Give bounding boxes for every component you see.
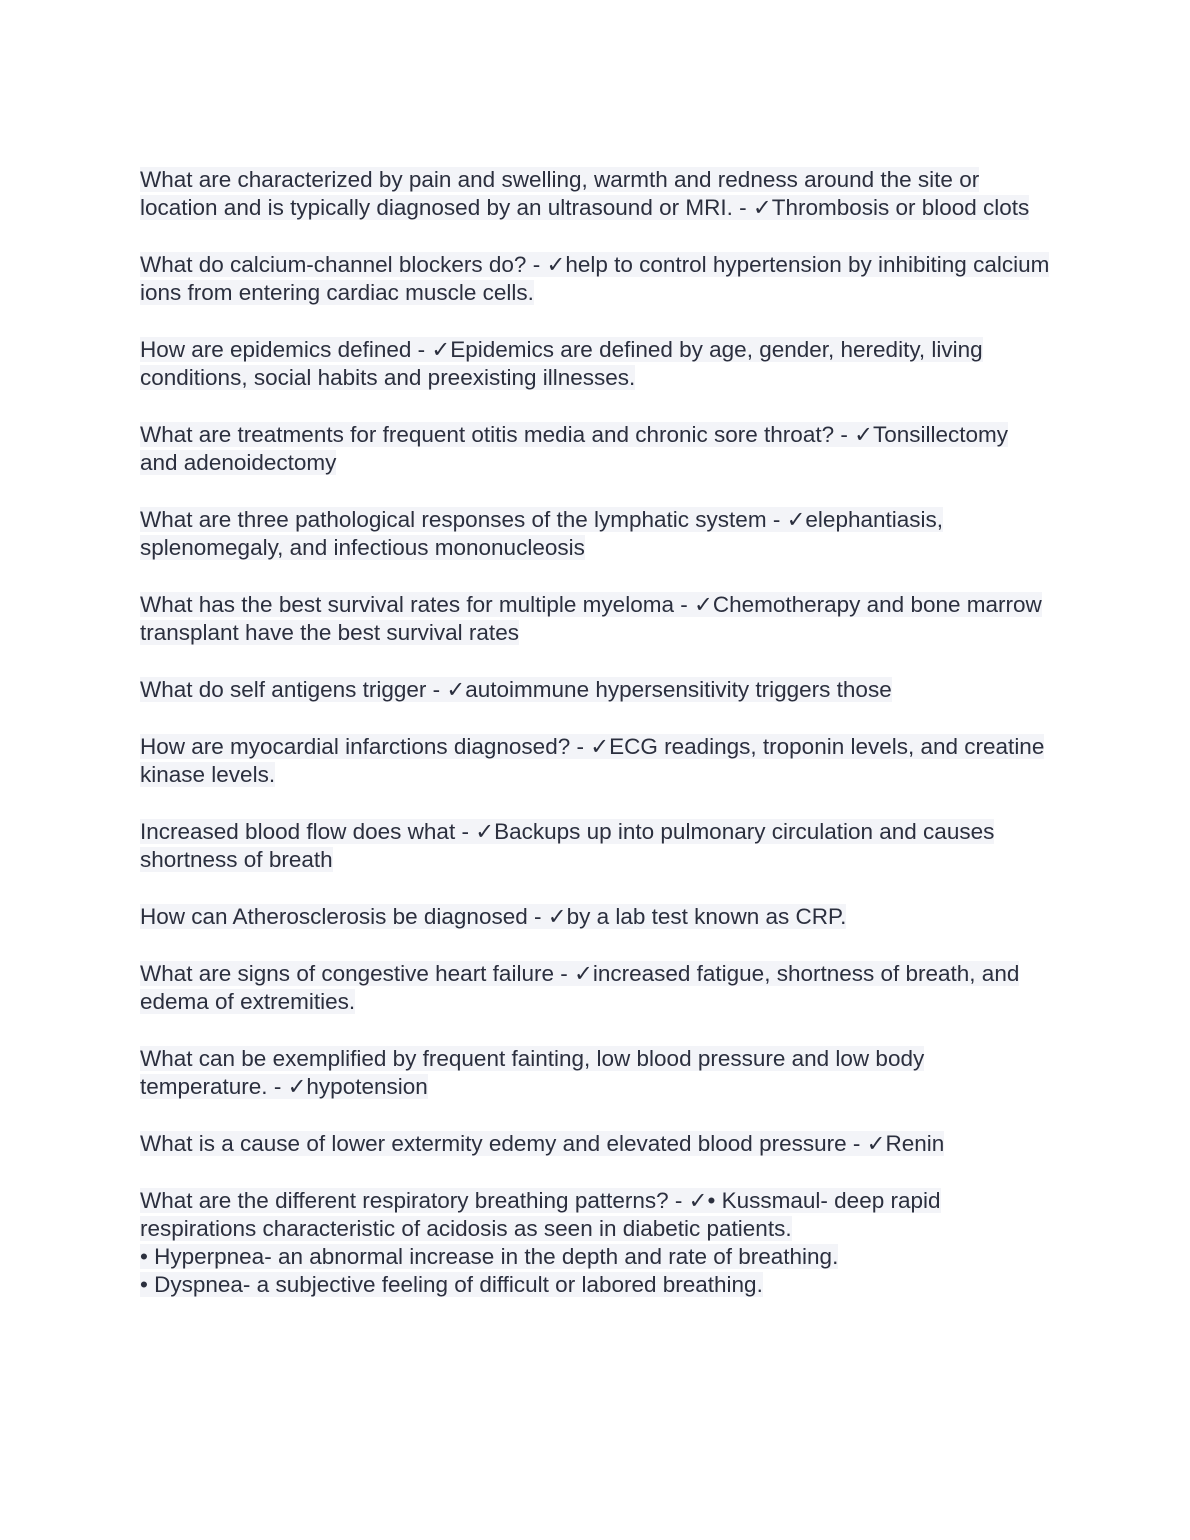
check-icon: ✓ bbox=[546, 252, 566, 277]
question-text: What is a cause of lower extermity edemy and elevated blood pressure bbox=[140, 1131, 847, 1156]
check-icon: ✓ bbox=[786, 507, 806, 532]
check-icon: ✓ bbox=[590, 734, 610, 759]
separator: - bbox=[267, 1074, 288, 1099]
question-text: How are myocardial infarctions diagnosed? bbox=[140, 734, 571, 759]
separator: - bbox=[526, 252, 547, 277]
answer-text: Tonsillectomy and adenoidectomy bbox=[140, 422, 1009, 475]
separator: - bbox=[570, 734, 591, 759]
separator: - bbox=[553, 961, 574, 986]
separator: - bbox=[455, 819, 476, 844]
separator: - bbox=[411, 337, 432, 362]
qa-item bbox=[140, 733, 1050, 789]
question-text: What can be exemplified by frequent fainting, low blood pressure and low body temperature. bbox=[140, 1046, 925, 1099]
question-text: What are treatments for frequent otitis media and chronic sore throat? bbox=[140, 422, 835, 447]
separator: - bbox=[673, 592, 694, 617]
question-text: What are signs of congestive heart failure bbox=[140, 961, 554, 986]
qa-item bbox=[140, 591, 1050, 647]
answer-text: • Kussmaul- deep rapid respirations characteristic of acidosis as seen in diabetic patients. bbox=[140, 1188, 941, 1241]
question-text: What do calcium-channel blockers do? bbox=[140, 252, 527, 277]
answer-text: hypotension bbox=[306, 1074, 428, 1099]
question-text: What are three pathological responses of the lymphatic system bbox=[140, 507, 767, 532]
qa-item bbox=[140, 421, 1050, 477]
answer-text: by a lab test known as CRP. bbox=[566, 904, 847, 929]
separator: - bbox=[732, 195, 753, 220]
check-icon: ✓ bbox=[688, 1188, 708, 1213]
check-icon: ✓ bbox=[866, 1131, 886, 1156]
qa-item bbox=[140, 251, 1050, 307]
document-page bbox=[140, 166, 1050, 1328]
answer-text: increased fatigue, shortness of breath, and edema of extremities. bbox=[140, 961, 1020, 1014]
separator: - bbox=[668, 1188, 689, 1213]
qa-item bbox=[140, 960, 1050, 1016]
check-icon: ✓ bbox=[573, 961, 593, 986]
question-text: How are epidemics defined bbox=[140, 337, 412, 362]
qa-item bbox=[140, 903, 1050, 931]
answer-text: Backups up into pulmonary circulation and causes shortness of breath bbox=[140, 819, 995, 872]
check-icon: ✓ bbox=[693, 592, 713, 617]
check-icon: ✓ bbox=[752, 195, 772, 220]
separator: - bbox=[766, 507, 787, 532]
question-text: Increased blood flow does what bbox=[140, 819, 456, 844]
question-text: What has the best survival rates for multiple myeloma bbox=[140, 592, 674, 617]
answer-text: help to control hypertension by inhibiting calcium ions from entering cardiac muscle cells. bbox=[140, 252, 1050, 305]
qa-item bbox=[140, 166, 1050, 222]
answer-text: ECG readings, troponin levels, and creatine kinase levels. bbox=[140, 734, 1045, 787]
answer-text: Chemotherapy and bone marrow transplant have the best survival rates bbox=[140, 592, 1042, 645]
answer-text: elephantiasis, splenomegaly, and infectious mononucleosis bbox=[140, 507, 944, 560]
qa-item bbox=[140, 676, 1050, 704]
check-icon: ✓ bbox=[287, 1074, 307, 1099]
answer-text: Epidemics are defined by age, gender, heredity, living conditions, social habits and preexisting illnesses. bbox=[140, 337, 983, 390]
question-text: What do self antigens trigger bbox=[140, 677, 427, 702]
bullet-line: • Dyspnea- a subjective feeling of difficult or labored breathing. bbox=[140, 1272, 763, 1297]
qa-item bbox=[140, 1045, 1050, 1101]
answer-text: Renin bbox=[885, 1131, 945, 1156]
qa-item bbox=[140, 1187, 1050, 1299]
separator: - bbox=[834, 422, 855, 447]
qa-item bbox=[140, 1130, 1050, 1158]
question-text: How can Atherosclerosis be diagnosed bbox=[140, 904, 528, 929]
answer-text: Thrombosis or blood clots bbox=[771, 195, 1030, 220]
question-text: What are characterized by pain and swelling, warmth and redness around the site or location and is typically diagnosed by an ultrasound or MRI. bbox=[140, 167, 980, 220]
check-icon: ✓ bbox=[854, 422, 873, 447]
separator: - bbox=[846, 1131, 867, 1156]
separator: - bbox=[426, 677, 447, 702]
separator: - bbox=[527, 904, 548, 929]
bullet-line: • Hyperpnea- an abnormal increase in the depth and rate of breathing. bbox=[140, 1244, 839, 1269]
check-icon: ✓ bbox=[475, 819, 495, 844]
check-icon: ✓ bbox=[431, 337, 451, 362]
qa-item bbox=[140, 336, 1050, 392]
check-icon: ✓ bbox=[446, 677, 466, 702]
answer-text: autoimmune hypersensitivity triggers those bbox=[465, 677, 892, 702]
check-icon: ✓ bbox=[547, 904, 567, 929]
qa-item bbox=[140, 818, 1050, 874]
qa-item bbox=[140, 506, 1050, 562]
question-text: What are the different respiratory breathing patterns? bbox=[140, 1188, 669, 1213]
